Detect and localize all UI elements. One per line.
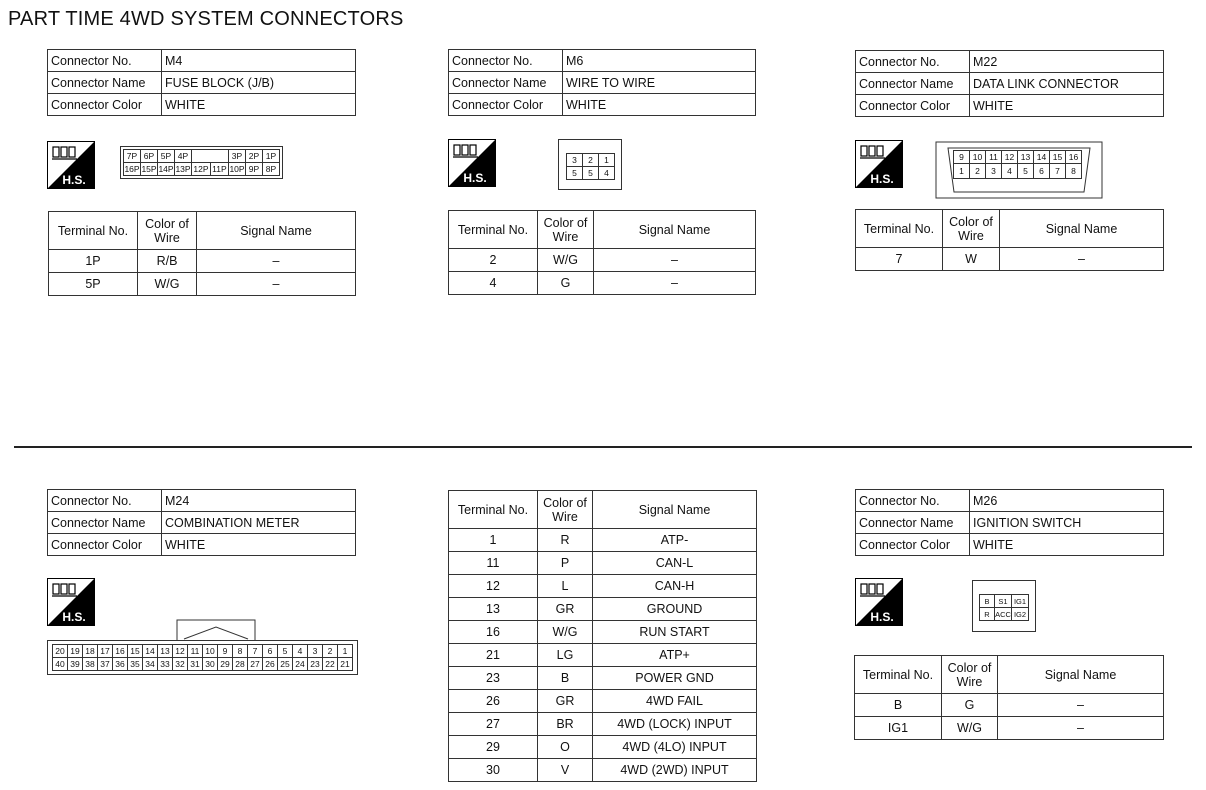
connector-info-table-m24 bbox=[47, 489, 356, 556]
connector-name-value: WIRE TO WIRE bbox=[563, 72, 756, 94]
signal-name-header: Signal Name bbox=[1000, 210, 1164, 248]
signal-cell: ATP+ bbox=[593, 644, 757, 667]
signal-cell: ATP- bbox=[593, 529, 757, 552]
wire-label: Wire bbox=[552, 229, 579, 244]
pin-m24-9: 9 bbox=[218, 645, 233, 658]
terminal-cell: 27 bbox=[449, 713, 538, 736]
hs-label: H.S. bbox=[62, 173, 86, 187]
pin-m22-15: 15 bbox=[1050, 151, 1066, 164]
connector-face-m6 bbox=[558, 139, 622, 190]
table-row bbox=[49, 273, 356, 296]
signal-cell: – bbox=[1000, 248, 1164, 271]
pin-m22-12: 12 bbox=[1002, 151, 1018, 164]
hs-label: H.S. bbox=[870, 172, 894, 186]
pin-m24-35: 35 bbox=[128, 658, 143, 671]
terminal-cell: 13 bbox=[449, 598, 538, 621]
pin-grid-m22 bbox=[953, 150, 1082, 179]
section-divider bbox=[14, 446, 1192, 448]
connector-color-label: Connector Color bbox=[48, 94, 162, 116]
connector-name-label: Connector Name bbox=[48, 72, 162, 94]
pin-m22-6: 6 bbox=[1034, 164, 1050, 179]
wire-cell: W/G bbox=[942, 717, 998, 740]
wire-cell: W/G bbox=[538, 249, 594, 272]
wire-cell: V bbox=[538, 759, 593, 782]
pin-m4-6p: 6P bbox=[141, 150, 158, 163]
color-of-label: Color of bbox=[543, 495, 587, 510]
connector-no-label: Connector No. bbox=[48, 50, 162, 72]
connector-name-value: FUSE BLOCK (J/B) bbox=[162, 72, 356, 94]
connector-no-row bbox=[856, 51, 1164, 73]
signal-name-header: Signal Name bbox=[197, 212, 356, 250]
harness-side-icon bbox=[855, 578, 903, 626]
terminal-cell: 1 bbox=[449, 529, 538, 552]
pin-m4-9p: 9P bbox=[246, 163, 263, 176]
connector-name-row bbox=[856, 73, 1164, 95]
wire-color-header bbox=[538, 211, 594, 249]
connector-no-row bbox=[449, 50, 756, 72]
wire-cell: G bbox=[538, 272, 594, 295]
pin-m22-11: 11 bbox=[986, 151, 1002, 164]
signal-cell: 4WD (2WD) INPUT bbox=[593, 759, 757, 782]
table-row bbox=[49, 250, 356, 273]
color-of-label: Color of bbox=[543, 215, 588, 230]
connector-no-value: M6 bbox=[563, 50, 756, 72]
signal-cell: POWER GND bbox=[593, 667, 757, 690]
pin-grid-m24 bbox=[52, 644, 353, 671]
pin-m6-3: 3 bbox=[567, 154, 583, 167]
connector-no-row bbox=[48, 490, 356, 512]
connector-info-table-m26 bbox=[855, 489, 1164, 556]
table-row bbox=[449, 272, 756, 295]
pin-m24-23: 23 bbox=[308, 658, 323, 671]
pin-m22-4: 4 bbox=[1002, 164, 1018, 179]
pin-m4-16p: 16P bbox=[124, 164, 140, 174]
pin-m4-7p: 7P bbox=[124, 150, 141, 163]
pin-m24-25: 25 bbox=[278, 658, 293, 671]
terminal-cell: 26 bbox=[449, 690, 538, 713]
connector-color-row bbox=[48, 94, 356, 116]
connector-color-row bbox=[856, 534, 1164, 556]
pin-m4-11p: 11P bbox=[212, 164, 227, 174]
pin-m24-39: 39 bbox=[68, 658, 83, 671]
wire-cell: R bbox=[538, 529, 593, 552]
pin-row bbox=[53, 645, 353, 658]
connector-face-m4 bbox=[120, 146, 283, 179]
pin-m24-32: 32 bbox=[173, 658, 188, 671]
connector-info-table-m6 bbox=[448, 49, 756, 116]
wire-color-header bbox=[943, 210, 1000, 248]
pin-m24-11: 11 bbox=[188, 645, 203, 658]
wire-cell: GR bbox=[538, 690, 593, 713]
pin-m22-1: 1 bbox=[954, 164, 970, 179]
connector-name-row bbox=[48, 512, 356, 534]
pin-m22-7: 7 bbox=[1050, 164, 1066, 179]
connector-latch-m24 bbox=[176, 619, 256, 641]
pin-m26-ig1: IG1 bbox=[1012, 595, 1029, 608]
wire-cell: B bbox=[538, 667, 593, 690]
connector-color-label: Connector Color bbox=[856, 95, 970, 117]
signal-name-header: Signal Name bbox=[594, 211, 756, 249]
connector-no-value: M26 bbox=[970, 490, 1164, 512]
signal-cell: – bbox=[998, 717, 1164, 740]
table-row bbox=[449, 690, 757, 713]
pin-m24-18: 18 bbox=[83, 645, 98, 658]
signal-name-header: Signal Name bbox=[593, 491, 757, 529]
table-row bbox=[449, 249, 756, 272]
wire-label: Wire bbox=[956, 674, 983, 689]
terminal-table-header bbox=[856, 210, 1164, 248]
pin-grid-m26 bbox=[979, 594, 1029, 621]
connector-color-value: WHITE bbox=[970, 534, 1164, 556]
connector-color-value: WHITE bbox=[162, 534, 356, 556]
pin-m24-31: 31 bbox=[188, 658, 203, 671]
terminal-no-header: Terminal No. bbox=[49, 212, 138, 250]
signal-cell: 4WD (LOCK) INPUT bbox=[593, 713, 757, 736]
connector-name-value: COMBINATION METER bbox=[162, 512, 356, 534]
terminal-cell: 12 bbox=[449, 575, 538, 598]
wire-label: Wire bbox=[552, 509, 578, 524]
wire-color-header bbox=[538, 491, 593, 529]
connector-face-m26 bbox=[972, 580, 1036, 632]
pin-m24-10: 10 bbox=[203, 645, 218, 658]
connector-name-value: DATA LINK CONNECTOR bbox=[970, 73, 1164, 95]
terminal-no-header: Terminal No. bbox=[449, 491, 538, 529]
pin-m4-15p: 15P bbox=[141, 164, 157, 174]
terminal-table-header bbox=[449, 491, 757, 529]
pin-m4-2p: 2P bbox=[246, 150, 263, 163]
table-row bbox=[449, 529, 757, 552]
terminal-cell: 7 bbox=[856, 248, 943, 271]
terminal-cell: 21 bbox=[449, 644, 538, 667]
pin-m22-9: 9 bbox=[954, 151, 970, 164]
pin-m4-3p: 3P bbox=[229, 150, 246, 163]
pin-m6-5a: 5 bbox=[567, 167, 583, 180]
pin-m24-21: 21 bbox=[338, 658, 353, 671]
pin-m24-37: 37 bbox=[98, 658, 113, 671]
table-row bbox=[449, 736, 757, 759]
pin-m22-13: 13 bbox=[1018, 151, 1034, 164]
color-of-label: Color of bbox=[145, 216, 189, 231]
table-row bbox=[449, 598, 757, 621]
terminal-table-header bbox=[449, 211, 756, 249]
pin-m4-8p: 8P bbox=[263, 163, 280, 176]
pin-m24-2: 2 bbox=[323, 645, 338, 658]
signal-cell: – bbox=[197, 250, 356, 273]
connector-color-label: Connector Color bbox=[856, 534, 970, 556]
table-row bbox=[449, 621, 757, 644]
table-row bbox=[856, 248, 1164, 271]
pin-m24-7: 7 bbox=[248, 645, 263, 658]
pin-m24-16: 16 bbox=[113, 645, 128, 658]
wire-cell: O bbox=[538, 736, 593, 759]
signal-cell: – bbox=[998, 694, 1164, 717]
pin-m24-30: 30 bbox=[203, 658, 218, 671]
connector-name-row bbox=[48, 72, 356, 94]
signal-cell: RUN START bbox=[593, 621, 757, 644]
connector-color-label: Connector Color bbox=[48, 534, 162, 556]
wire-cell: L bbox=[538, 575, 593, 598]
terminal-table-header bbox=[855, 656, 1164, 694]
pin-m24-5: 5 bbox=[278, 645, 293, 658]
pin-m24-34: 34 bbox=[143, 658, 158, 671]
connector-no-value: M24 bbox=[162, 490, 356, 512]
signal-cell: – bbox=[594, 272, 756, 295]
terminal-table-m4 bbox=[48, 211, 356, 296]
pin-m26-b: B bbox=[980, 595, 995, 608]
harness-side-icon bbox=[855, 140, 903, 188]
pin-m24-24: 24 bbox=[293, 658, 308, 671]
color-of-label: Color of bbox=[947, 660, 992, 675]
signal-name-header: Signal Name bbox=[998, 656, 1164, 694]
pin-m26-ig2: IG2 bbox=[1012, 608, 1029, 621]
pin-m24-15: 15 bbox=[128, 645, 143, 658]
pin-m24-29: 29 bbox=[218, 658, 233, 671]
wire-cell: W bbox=[943, 248, 1000, 271]
pin-row bbox=[53, 658, 353, 671]
harness-side-icon bbox=[47, 578, 95, 626]
pin-m24-33: 33 bbox=[158, 658, 173, 671]
pin-m4-12p: 12P bbox=[193, 164, 209, 174]
pin-m22-10: 10 bbox=[970, 151, 986, 164]
table-row bbox=[449, 644, 757, 667]
signal-cell: – bbox=[594, 249, 756, 272]
connector-color-row bbox=[449, 94, 756, 116]
connector-color-label: Connector Color bbox=[449, 94, 563, 116]
connector-no-row bbox=[856, 490, 1164, 512]
connector-name-label: Connector Name bbox=[449, 72, 563, 94]
terminal-cell: 4 bbox=[449, 272, 538, 295]
pin-m4-1p: 1P bbox=[263, 150, 280, 163]
pin-m4-4p: 4P bbox=[175, 150, 192, 163]
wire-cell: LG bbox=[538, 644, 593, 667]
connector-color-value: WHITE bbox=[162, 94, 356, 116]
terminal-table-m26 bbox=[854, 655, 1164, 740]
pin-m22-5: 5 bbox=[1018, 164, 1034, 179]
table-row bbox=[449, 667, 757, 690]
wire-color-header bbox=[138, 212, 197, 250]
pin-m24-12: 12 bbox=[173, 645, 188, 658]
pin-grid-m4 bbox=[123, 149, 280, 176]
connector-no-label: Connector No. bbox=[449, 50, 563, 72]
pin-grid-m6 bbox=[566, 153, 615, 180]
pin-m24-22: 22 bbox=[323, 658, 338, 671]
connector-name-value: IGNITION SWITCH bbox=[970, 512, 1164, 534]
harness-side-icon bbox=[448, 139, 496, 187]
signal-cell: – bbox=[197, 273, 356, 296]
pin-m24-27: 27 bbox=[248, 658, 263, 671]
table-row bbox=[449, 713, 757, 736]
color-of-label: Color of bbox=[949, 214, 993, 229]
signal-cell: 4WD (4LO) INPUT bbox=[593, 736, 757, 759]
pin-m24-4: 4 bbox=[293, 645, 308, 658]
pin-m4-10p: 10P bbox=[229, 164, 245, 174]
pin-m24-8: 8 bbox=[233, 645, 248, 658]
signal-cell: CAN-H bbox=[593, 575, 757, 598]
terminal-cell: 5P bbox=[49, 273, 138, 296]
pin-m26-acc: ACC bbox=[995, 609, 1011, 619]
pin-m6-1: 1 bbox=[599, 154, 615, 167]
pin-m24-26: 26 bbox=[263, 658, 278, 671]
terminal-no-header: Terminal No. bbox=[856, 210, 943, 248]
signal-cell: CAN-L bbox=[593, 552, 757, 575]
wire-cell: G bbox=[942, 694, 998, 717]
terminal-table-m22 bbox=[855, 209, 1164, 271]
table-row bbox=[855, 717, 1164, 740]
pin-m24-1: 1 bbox=[338, 645, 353, 658]
wire-cell: GR bbox=[538, 598, 593, 621]
pin-m24-6: 6 bbox=[263, 645, 278, 658]
pin-m6-2: 2 bbox=[583, 154, 599, 167]
connector-name-label: Connector Name bbox=[48, 512, 162, 534]
connector-no-label: Connector No. bbox=[856, 490, 970, 512]
connector-name-label: Connector Name bbox=[856, 73, 970, 95]
pin-m24-19: 19 bbox=[68, 645, 83, 658]
wire-label: Wire bbox=[154, 230, 180, 245]
terminal-no-header: Terminal No. bbox=[855, 656, 942, 694]
pin-m24-3: 3 bbox=[308, 645, 323, 658]
terminal-cell: 11 bbox=[449, 552, 538, 575]
pin-m24-17: 17 bbox=[98, 645, 113, 658]
connector-color-row bbox=[48, 534, 356, 556]
connector-name-row bbox=[449, 72, 756, 94]
connector-no-row bbox=[48, 50, 356, 72]
pin-m22-3: 3 bbox=[986, 164, 1002, 179]
connector-name-row bbox=[856, 512, 1164, 534]
terminal-cell: 23 bbox=[449, 667, 538, 690]
terminal-table-header bbox=[49, 212, 356, 250]
terminal-cell: IG1 bbox=[855, 717, 942, 740]
terminal-no-header: Terminal No. bbox=[449, 211, 538, 249]
wire-cell: W/G bbox=[538, 621, 593, 644]
terminal-cell: 2 bbox=[449, 249, 538, 272]
connector-color-value: WHITE bbox=[563, 94, 756, 116]
connector-no-label: Connector No. bbox=[48, 490, 162, 512]
connector-face-m24 bbox=[47, 640, 358, 675]
pin-m24-28: 28 bbox=[233, 658, 248, 671]
hs-label: H.S. bbox=[870, 610, 894, 624]
pin-m24-36: 36 bbox=[113, 658, 128, 671]
pin-m24-14: 14 bbox=[143, 645, 158, 658]
terminal-cell: B bbox=[855, 694, 942, 717]
pin-m24-40: 40 bbox=[53, 658, 68, 671]
hs-label: H.S. bbox=[463, 171, 487, 185]
terminal-table-m24 bbox=[448, 490, 757, 782]
pin-m26-s1: S1 bbox=[995, 595, 1012, 608]
table-row bbox=[855, 694, 1164, 717]
pin-m4-14p: 14P bbox=[158, 164, 174, 174]
pin-m22-16: 16 bbox=[1066, 151, 1082, 164]
wire-cell: P bbox=[538, 552, 593, 575]
terminal-table-m6 bbox=[448, 210, 756, 295]
pin-m6-5b: 5 bbox=[583, 167, 599, 180]
connector-info-table-m22 bbox=[855, 50, 1164, 117]
connector-color-row bbox=[856, 95, 1164, 117]
signal-cell: 4WD FAIL bbox=[593, 690, 757, 713]
connector-no-value: M4 bbox=[162, 50, 356, 72]
pin-m4-13p: 13P bbox=[175, 164, 191, 174]
pin-m22-2: 2 bbox=[970, 164, 986, 179]
pin-m24-13: 13 bbox=[158, 645, 173, 658]
table-row bbox=[449, 575, 757, 598]
table-row bbox=[449, 552, 757, 575]
signal-cell: GROUND bbox=[593, 598, 757, 621]
connector-name-label: Connector Name bbox=[856, 512, 970, 534]
connector-info-table-m4 bbox=[47, 49, 356, 116]
page-title: PART TIME 4WD SYSTEM CONNECTORS bbox=[8, 8, 404, 30]
pin-m26-r: R bbox=[980, 608, 995, 621]
pin-m4-blank bbox=[192, 150, 229, 163]
hs-label: H.S. bbox=[62, 610, 86, 624]
wire-color-header bbox=[942, 656, 998, 694]
pin-m24-38: 38 bbox=[83, 658, 98, 671]
pin-m6-4: 4 bbox=[599, 167, 615, 180]
terminal-cell: 30 bbox=[449, 759, 538, 782]
pin-m24-20: 20 bbox=[53, 645, 68, 658]
wire-label: Wire bbox=[958, 228, 984, 243]
terminal-cell: 16 bbox=[449, 621, 538, 644]
table-row bbox=[449, 759, 757, 782]
wire-cell: W/G bbox=[138, 273, 197, 296]
connector-no-label: Connector No. bbox=[856, 51, 970, 73]
wire-cell: BR bbox=[538, 713, 593, 736]
harness-side-icon bbox=[47, 141, 95, 189]
connector-color-value: WHITE bbox=[970, 95, 1164, 117]
terminal-cell: 1P bbox=[49, 250, 138, 273]
pin-m4-5p: 5P bbox=[158, 150, 175, 163]
wire-cell: R/B bbox=[138, 250, 197, 273]
connector-no-value: M22 bbox=[970, 51, 1164, 73]
connector-face-m22 bbox=[934, 140, 1104, 200]
pin-m22-14: 14 bbox=[1034, 151, 1050, 164]
pin-m22-8: 8 bbox=[1066, 164, 1082, 179]
terminal-cell: 29 bbox=[449, 736, 538, 759]
